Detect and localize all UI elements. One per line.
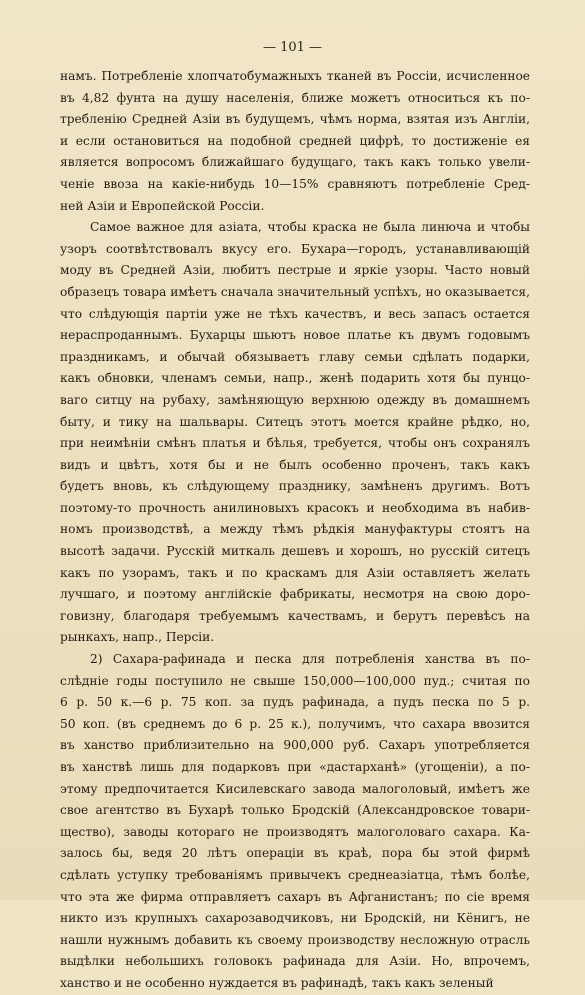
- text-line: является вопросомъ ближайшаго будущаго, такъ какъ только увели-: [60, 155, 530, 170]
- text-line: какъ обновки, членамъ семьи, напр., женѣ подарить хотя бы пунцо-: [60, 371, 530, 386]
- text-line: праздникамъ, и обычай обязываетъ главу семьи сдѣлать подарки,: [60, 349, 530, 364]
- text-line: въ 4,82 фунта на душу населенія, ближе можетъ относиться къ по-: [60, 90, 530, 105]
- paragraph: [60, 66, 530, 217]
- text-line: моду въ Средней Азіи, любитъ пестрые и яркіе узоры. Часто новый: [60, 263, 530, 278]
- text-line: ней Азіи и Европейской Россіи.: [60, 198, 265, 213]
- text-line: при неимѣніи смѣнъ платья и бѣлья, требуется, чтобы онъ сохранялъ: [60, 436, 530, 451]
- text-line: что слѣдующія партіи уже не тѣхъ качествъ, и весь запасъ остается: [60, 306, 530, 321]
- text-line: узоръ соотвѣтствовалъ вкусу его. Бухара—городъ, устанавливающій: [60, 241, 530, 256]
- text-line: этому предпочитается Кисилевскаго завода малоголовый, имѣетъ же: [60, 781, 530, 796]
- text-line: въ ханствѣ лишь для подарковъ при «дастарханѣ» (угощеніи), а по-: [60, 760, 530, 774]
- text-line: залось бы, ведя 20 лѣтъ операціи въ краѣ, пора бы этой фирмѣ: [60, 846, 530, 861]
- text-line: говизну, благодаря требуемымъ качествамъ, и берутъ перевѣсъ на: [60, 608, 530, 623]
- text-line: нашли нужнымъ добавить къ своему производству несложную отрасль: [60, 932, 530, 947]
- text-line: номъ производствѣ, а между тѣмъ рѣдкія мануфактуры стоятъ на: [60, 522, 530, 537]
- text-line: намъ. Потребленіе хлопчатобумажныхъ тканей въ Россіи, исчисленное: [60, 69, 530, 83]
- page-number: — 101 —: [262, 40, 323, 55]
- text-line: 50 коп. (въ среднемъ до 6 р. 25 к.), получимъ, что сахара ввозится: [60, 716, 530, 731]
- text-line: образецъ товара имѣетъ сначала значительный успѣхъ, но оказывается,: [60, 284, 530, 299]
- text-line: требленію Средней Азіи въ будущемъ, чѣмъ норма, взятая изъ Англіи,: [60, 112, 530, 127]
- text-line: поэтому-то прочность анилиновыхъ красокъ и необходима въ набив-: [60, 500, 530, 515]
- text-line: никто изъ крупныхъ сахарозаводчиковъ, ни Бродскій, ни Кёнигъ, не: [60, 911, 530, 926]
- text-line: видъ и цвѣтъ, хотя бы и не былъ особенно проченъ, такъ какъ: [60, 457, 530, 472]
- text-line: щество), заводы котораго не производятъ малоголоваго сахара. Ка-: [60, 824, 530, 839]
- text-line: Самое важное для азіата, чтобы краска не была линюча и чтобы: [90, 220, 530, 235]
- text-line: ваго ситцу на рубаху, замѣняющую верхнюю одежду въ домашнемъ: [60, 392, 530, 407]
- text-line: рынкахъ, напр., Персіи.: [60, 630, 215, 645]
- text-line: и если остановиться на подобной средней цифрѣ, то достиженіе ея: [60, 133, 530, 148]
- text-line: слѣдніе годы поступило не свыше 150,000—100,000 пуд.; считая по: [60, 673, 530, 688]
- text-line: свое агентство въ Бухарѣ только Бродскій (Александровское товари-: [60, 803, 530, 818]
- text-line: 2) Сахара-рафинада и песка для потребленія ханства въ по-: [90, 652, 530, 667]
- paragraph: [60, 649, 530, 995]
- text-line: ханство и не особенно нуждается въ рафинадѣ, такъ какъ зеленый: [60, 975, 494, 990]
- text-line: быту, и тику на шальвары. Ситецъ этотъ моется крайне рѣдко, но,: [60, 414, 530, 429]
- text-line: какъ по узорамъ, такъ и по краскамъ для Азіи оставляетъ желать: [60, 565, 530, 580]
- text-line: ченіе ввоза на какіе-нибудь 10—15% сравняютъ потребленіе Сред-: [60, 176, 530, 191]
- text-line: сдѣлать уступку требованіямъ привычекъ среднеазіатца, тѣмъ болѣе,: [60, 867, 530, 882]
- text-line: нераспроданнымъ. Бухарцы шьютъ новое платье къ двумъ годовымъ: [60, 328, 530, 343]
- text-line: высотѣ задачи. Русскій миткаль дешевъ и хорошъ, но русскій ситецъ: [60, 544, 530, 559]
- text-line: 6 р. 50 к.—6 р. 75 коп. за пудъ рафинада, а пудъ песка по 5 р.: [60, 695, 530, 710]
- text-line: выдѣлки небольшихъ головокъ рафинада для Азіи. Но, впрочемъ,: [60, 954, 530, 969]
- body-text: [60, 66, 530, 995]
- text-line: будетъ вновь, къ слѣдующему празднику, замѣненъ другимъ. Вотъ: [60, 479, 530, 494]
- text-line: лучшаго, и поэтому англійскіе фабрикаты, несмотря на свою доро-: [60, 587, 530, 602]
- text-line: въ ханство приблизительно на 900,000 руб. Сахаръ употребляется: [60, 738, 530, 753]
- text-line: что эта же фирма отправляетъ сахаръ въ Афганистанъ; по сіе время: [60, 889, 530, 904]
- paragraph: [60, 217, 530, 649]
